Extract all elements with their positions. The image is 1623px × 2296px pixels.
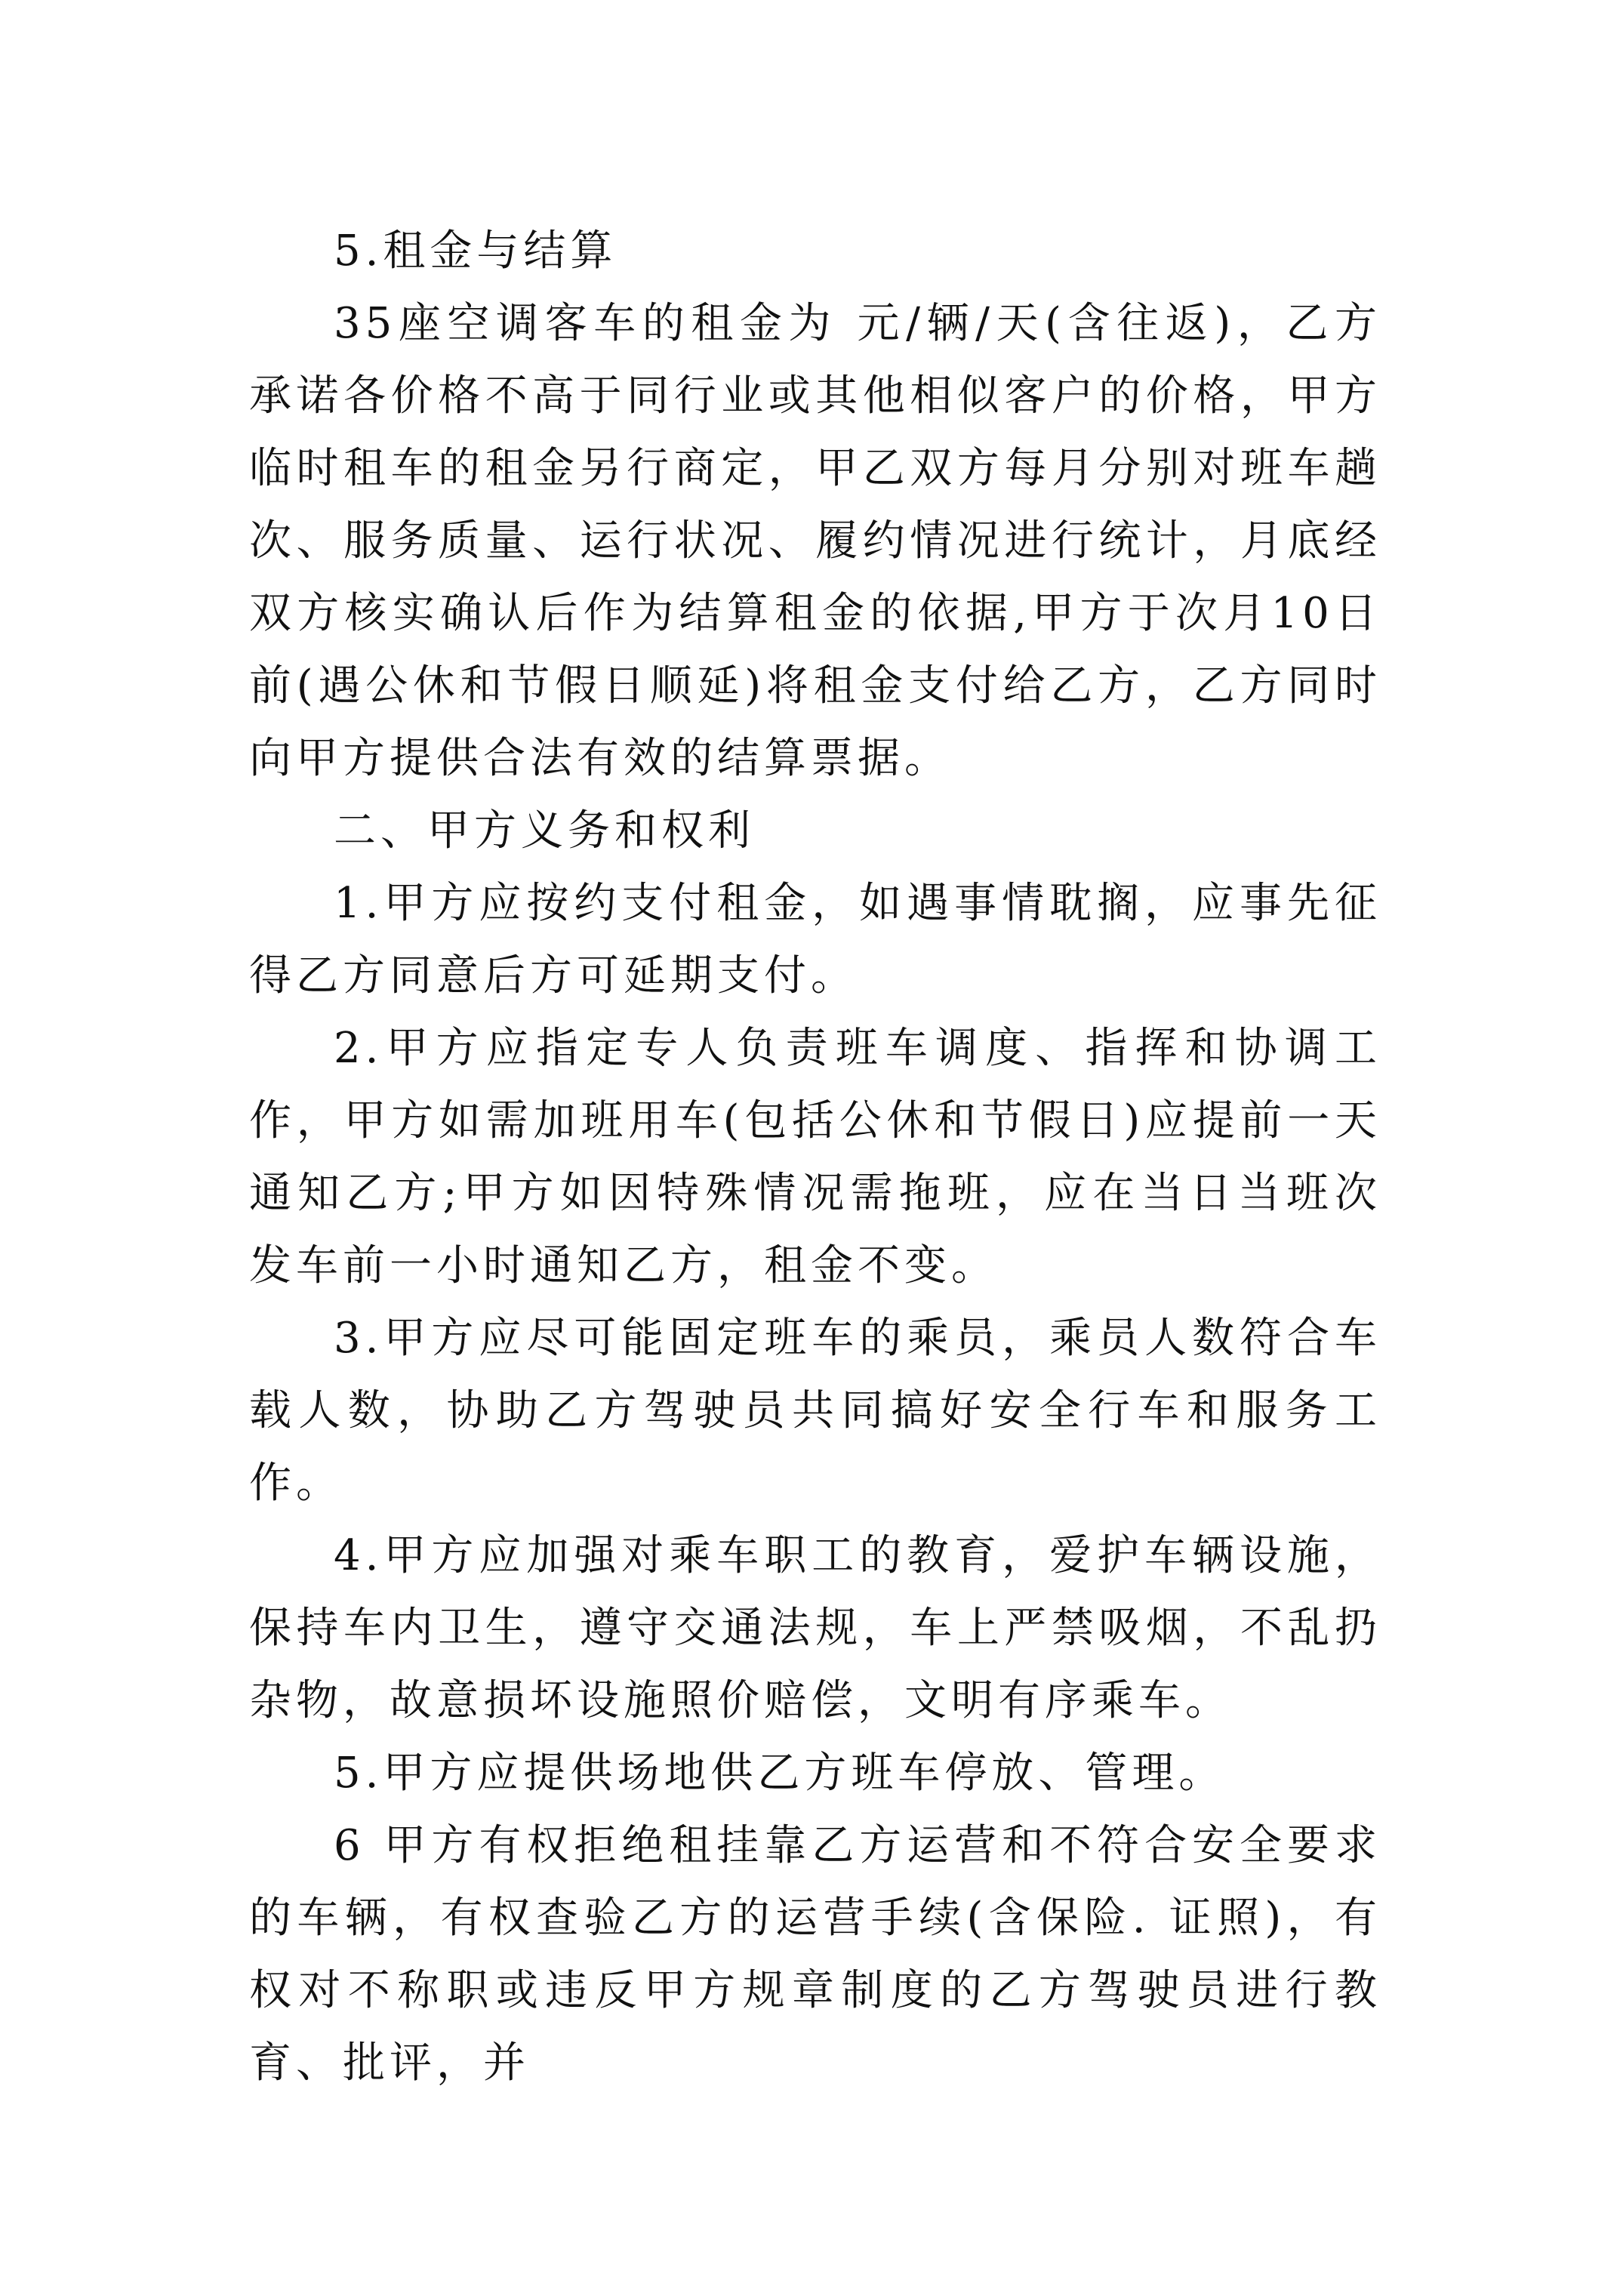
paragraph-item-2: 2.甲方应指定专人负责班车调度、指挥和协调工作，甲方如需加班用车(包括公休和节假日)应提前一天通知乙方;甲方如因特殊情况需拖班，应在当日当班次发车前一小时通知乙方，租金不变。 [249,1024,1381,1290]
paragraph-item-6: 6 甲方有权拒绝租挂靠乙方运营和不符合安全要求的车辆，有权查验乙方的运营手续(含保险. 证照)，有权对不称职或违反甲方规章制度的乙方驾驶员进行教育、批评，并 [249,1821,1381,2088]
paragraph-item-3: 3.甲方应尽可能固定班车的乘员，乘员人数符合车载人数，协助乙方驾驶员共同搞好安全行车和服务工作。 [249,1314,1381,1508]
paragraph-item-4: 4.甲方应加强对乘车职工的教育，爱护车辆设施，保持车内卫生，遵守交通法规，车上严禁吸烟，不乱扔杂物，故意损坏设施照价赔偿，文明有序乘车。 [249,1531,1381,1725]
section-heading-rent-settlement: 5.租金与结算 [334,227,617,276]
section-heading-party-a-obligations: 二、甲方义务和权利 [334,806,755,855]
paragraph-rent-terms: 35座空调客车的租金为 元/辆/天(含往返)，乙方承诺各价格不高于同行业或其他相似客户的价格，甲方临时租车的租金另行商定，甲乙双方每月分别对班车趟次、服务质量、运行状况、履约情况进行统计，月底经双方核实确认后作为结算租金的依据,甲方于次月10日前(遇公休和节假日顺延)将租金支付给乙方，乙方同时向甲方提供合法有效的结算票据。 [249,299,1381,783]
paragraph-item-5: 5.甲方应提供场地供乙方班车停放、管理。 [334,1749,1226,1798]
paragraph-item-1: 1.甲方应按约支付租金，如遇事情耽搁，应事先征得乙方同意后方可延期支付。 [249,879,1381,1000]
document-body [249,215,1381,2100]
